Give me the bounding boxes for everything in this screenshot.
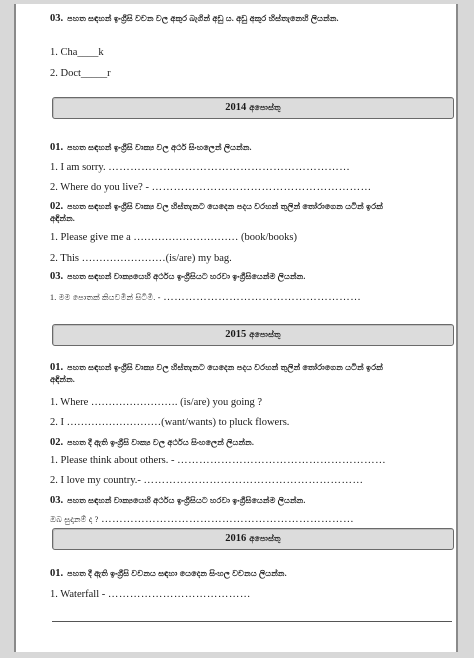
item-please-give-me: 1. Please give me a ………………………… (book/books) xyxy=(50,232,298,243)
question-01-2014: 01. පහත සඳහන් ඉංග්‍රීසි වාක්‍ය වල අර්ථ සිංහලෙන් ලියන්න. xyxy=(50,142,252,153)
question-01-2015-cont: අඳින්න. xyxy=(50,375,75,384)
item-where-going: 1. Where ……………………. (is/are) you going ? xyxy=(50,397,263,408)
question-02-2015: 02. පහත දී ඇති ඉංග්‍රීසි වාක්‍ය වල අර්ථය සිංහලෙන් ලියන්න. xyxy=(50,437,255,448)
section-banner-2015: 2015 අපොස්තු xyxy=(52,324,454,346)
question-03-top: 03. පහත සඳහන් ඉංග්‍රීසි වචන වල අකුර බැගින් අඩු ය. අඩු අකුර හිස්තැනෙහි ලියන්න. xyxy=(50,13,339,24)
item-where-do-you-live: 2. Where do you live? - …………………………………………………… xyxy=(50,182,372,193)
item-this-my-bag: 2. This ……………………(is/are) my bag. xyxy=(50,253,232,264)
item-pluck-flowers: 2. I ………………………(want/wants) to pluck flowers. xyxy=(50,417,290,428)
section-banner-2016: 2016 අපොස්තු xyxy=(52,528,454,550)
question-03-2014: 03. පහත සඳහන් වාක්‍යයෙහි අර්ථය ඉංග්‍රීසියට හරවා ඉංග්‍රීසියෙන්ම ලියන්න. xyxy=(50,271,306,282)
question-02-2014-cont: අඳින්න. xyxy=(50,214,75,223)
item-doctor: 2. Doct_____r xyxy=(50,68,111,79)
item-i-am-sorry: 1. I am sorry. ………………………………………………………… xyxy=(50,162,351,173)
question-03-2015: 03. පහත සඳහන් වාක්‍යයෙහි අර්ථය ඉංග්‍රීසියට හරවා ඉංග්‍රීසියෙන්ම ලියන්න. xyxy=(50,495,306,506)
bottom-rule xyxy=(52,621,452,622)
question-01-2016: 01. පහත දී ඇති ඉංග්‍රීසි වචනය සඳහා යෙදෙන සිංහල වචනය ලියන්න. xyxy=(50,568,287,579)
question-01-2015: 01. පහත සඳහන් ඉංග්‍රීසි වාක්‍ය වල හිස්තැනට යෙදෙන පදය වරහන් තුලින් තෝරාගෙන යටින් ඉරක් xyxy=(50,362,383,373)
section-banner-2014: 2014 අපොස්තු xyxy=(52,97,454,119)
item-waterfall: 1. Waterfall - ………………………………… xyxy=(50,589,251,600)
question-02-2014: 02. පහත සඳහන් ඉංග්‍රීසි වාක්‍ය වල හිස්තැනට යෙදෙන පදය වරහන් තුලින් තෝරාගෙන යටින් ඉරක් xyxy=(50,201,383,212)
item-are-you-ready: ඔබ සුදානම් ද ? …………………………………………………………… xyxy=(50,514,355,525)
item-think-about-others: 1. Please think about others. - ………………………………………………… xyxy=(50,455,387,466)
item-love-my-country: 2. I love my country.- …………………………………………………… xyxy=(50,475,364,486)
item-reading-book: 1. මම පොතක් කියවමින් සිටිමි. - ……………………………………………… xyxy=(50,292,362,303)
item-chalk: 1. Cha____k xyxy=(50,47,104,58)
worksheet-page xyxy=(14,4,458,652)
